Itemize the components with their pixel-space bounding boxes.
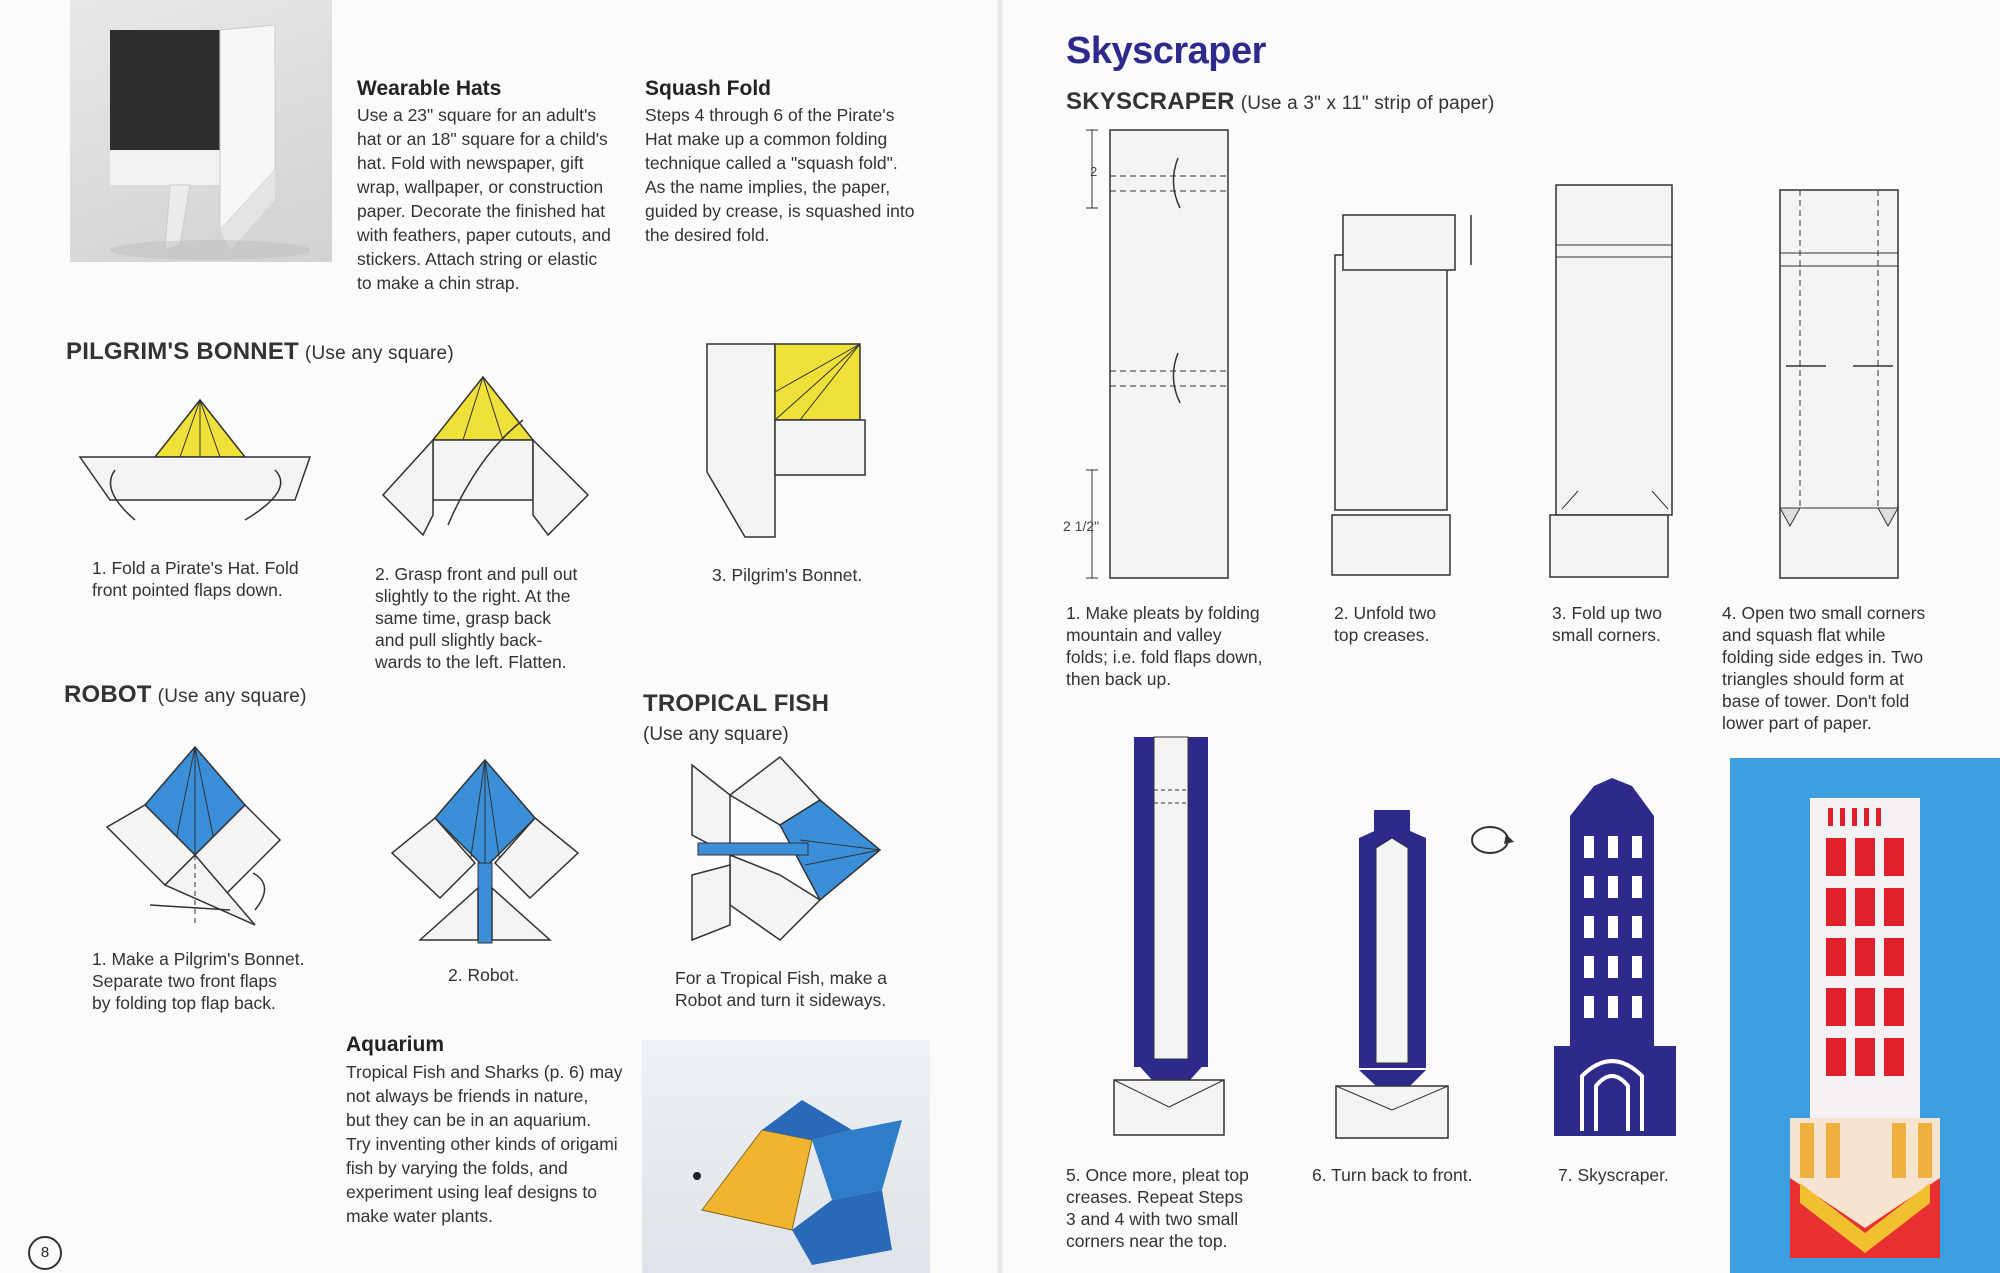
page-gutter bbox=[997, 0, 1003, 1273]
skyscraper-heading: SKYSCRAPER bbox=[1066, 88, 1235, 115]
skyscraper-step2-caption: 2. Unfold two top creases. bbox=[1334, 603, 1437, 645]
measure-top-label: 2 bbox=[1090, 164, 1098, 179]
skyscraper-step6-diagram bbox=[1334, 808, 1454, 1143]
tropical-fish-title: TROPICAL FISH bbox=[643, 690, 830, 717]
skyscraper-step6-caption: 6. Turn back to front. bbox=[1312, 1165, 1473, 1185]
pilgrims-bonnet-title bbox=[66, 338, 454, 366]
skyscraper-step5-caption: 5. Once more, pleat top creases. Repeat Steps 3 and 4 with two small corners near the top. bbox=[1066, 1165, 1249, 1251]
skyscraper-step3-diagram bbox=[1548, 183, 1673, 583]
robot-subtitle: (Use any square) bbox=[157, 686, 307, 707]
aquarium-body: Tropical Fish and Sharks (p. 6) may not always be friends in nature, but they can be in an aquarium. Try inventing other kinds of origami fish by varying the folds, and experiment using leaf designs to make water plants. bbox=[346, 1062, 623, 1226]
bonnet-step1-diagram bbox=[75, 395, 315, 535]
robot-step2-caption: 2. Robot. bbox=[448, 965, 520, 985]
squash-fold-body: Steps 4 through 6 of the Pirate's Hat make up a common folding technique called a "squash fold". As the name implies, the paper, guided by crease, is squashed into the desired fold. bbox=[645, 105, 915, 245]
bonnet-step1-caption: 1. Fold a Pirate's Hat. Fold front pointed flaps down. bbox=[92, 558, 299, 600]
bonnet-step3-caption: 3. Pilgrim's Bonnet. bbox=[712, 565, 863, 585]
skyscraper-step2-diagram bbox=[1330, 210, 1480, 580]
aquarium-title: Aquarium bbox=[346, 1033, 445, 1056]
skyscraper-photo-drawing bbox=[1730, 758, 2000, 1273]
skyscraper-subtitle: (Use a 3" x 11" strip of paper) bbox=[1240, 93, 1495, 114]
tropical-fish-diagram bbox=[690, 755, 890, 945]
bonnet-step2-caption: 2. Grasp front and pull out slightly to the right. At the same time, grasp back and pull slightly back- wards to the left. Flatten. bbox=[375, 564, 578, 672]
skyscraper-step7-caption: 7. Skyscraper. bbox=[1558, 1165, 1669, 1185]
tropical-fish-photo bbox=[642, 1040, 930, 1273]
pilgrims-bonnet-heading: PILGRIM'S BONNET bbox=[66, 338, 299, 365]
wearable-hat-photo bbox=[70, 0, 332, 262]
skyscraper-step7-diagram bbox=[1552, 776, 1678, 1138]
robot-step1-diagram bbox=[105, 745, 285, 930]
tropical-fish-caption: For a Tropical Fish, make a Robot and turn it sideways. bbox=[675, 968, 888, 1010]
tropical-fish-subtitle: (Use any square) bbox=[643, 724, 789, 745]
squash-fold-title: Squash Fold bbox=[645, 77, 771, 100]
pilgrims-bonnet-subtitle: (Use any square) bbox=[304, 343, 454, 364]
wearable-hats-title: Wearable Hats bbox=[357, 77, 502, 100]
skyscraper-step1-caption: 1. Make pleats by folding mountain and valley folds; i.e. fold flaps down, then back up. bbox=[1066, 603, 1263, 689]
skyscraper-step1-diagram bbox=[1060, 128, 1235, 583]
fish-photo-drawing bbox=[642, 1040, 930, 1273]
bonnet-step2-diagram bbox=[378, 375, 593, 545]
measure-bottom-label: 2 1/2" bbox=[1063, 518, 1100, 534]
robot-heading: ROBOT bbox=[64, 681, 152, 708]
skyscraper-photo bbox=[1730, 758, 2000, 1273]
robot-step2-diagram bbox=[390, 758, 580, 943]
skyscraper-section-title bbox=[1066, 88, 1494, 116]
skyscraper-title: Skyscraper bbox=[1066, 30, 1266, 72]
skyscraper-step3-caption: 3. Fold up two small corners. bbox=[1552, 603, 1662, 645]
hat-photo-drawing bbox=[70, 0, 332, 262]
robot-title bbox=[64, 681, 307, 709]
turn-over-icon bbox=[1468, 820, 1516, 860]
skyscraper-step4-caption: 4. Open two small corners and squash flat while folding side edges in. Two triangles should form at base of tower. Don't fold lower part of paper. bbox=[1722, 603, 1926, 733]
wearable-hats-body: Use a 23" square for an adult's hat or an 18" square for a child's hat. Fold with newspaper, gift wrap, wallpaper, or construction paper. Decorate the finished hat with feathers, paper cutouts, and stickers. Attach string or elastic to make a chin strap. bbox=[357, 105, 611, 293]
robot-step1-caption: 1. Make a Pilgrim's Bonnet. Separate two front flaps by folding top flap back. bbox=[92, 949, 305, 1013]
skyscraper-step5-diagram bbox=[1112, 735, 1227, 1140]
bonnet-step3-diagram bbox=[705, 342, 865, 537]
skyscraper-step4-diagram bbox=[1778, 188, 1903, 583]
page-number: 8 bbox=[28, 1236, 62, 1270]
